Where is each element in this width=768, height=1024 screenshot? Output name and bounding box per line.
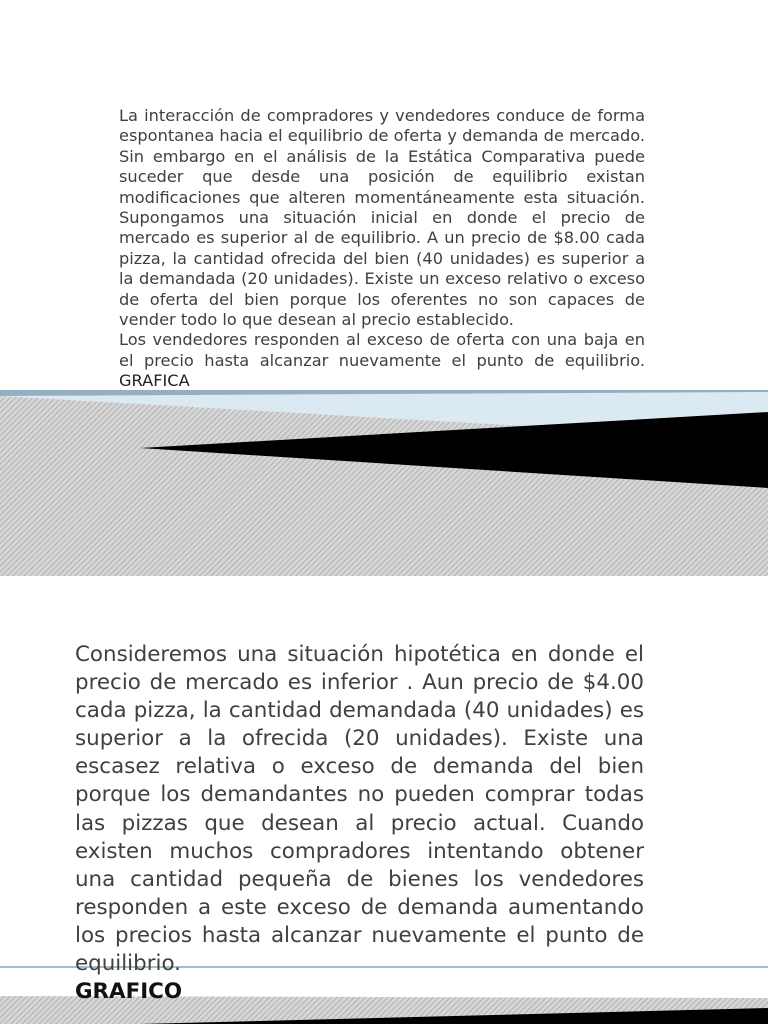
- grafico-heading[interactable]: GRAFICO: [75, 979, 183, 1005]
- slide-2-body: [75, 641, 644, 1006]
- slide-1-body: [119, 106, 645, 392]
- paragraph-3: Consideremos una situación hipotética en donde el precio de mercado es inferior . Aun precio de $4.00 cada pizza, la cantidad demandada (40 unidades) es superior a la ofrecida (20 unidades). Existe una escasez relativa o exceso de demanda del bien porque los demandantes no pueden comprar todas las pizzas que desean al precio actual. Cuando existen muchos compradores intentando obtener una cantidad pequeña de bienes los vendedores responden a este exceso de demanda aumentando los precios hasta alcanzar nuevamente el punto de equilibrio.: [75, 642, 644, 977]
- paragraph-2: [119, 330, 645, 391]
- paragraph-2-text: Los vendedores responden al exceso de oferta con una baja en el precio hasta alcanzar nuevamente el punto de equilibrio.: [119, 330, 645, 370]
- paragraph-1: La interacción de compradores y vendedores conduce de forma espontanea hacia el equilibrio de oferta y demanda de mercado. Sin embargo en el análisis de la Estática Comparativa puede suceder que desde una posición de equilibrio existan modificaciones que alteren momentáneamente esta situación. Supongamos una situación inicial en donde el precio de mercado es superior al de equilibrio. A un precio de $8.00 cada pizza, la cantidad ofrecida del bien (40 unidades) es superior a la demandada (20 unidades). Existe un exceso relativo o exceso de oferta del bien porque los oferentes no son capaces de vender todo lo que desean al precio establecido.: [119, 106, 645, 330]
- slide-2: [0, 576, 768, 1024]
- grafica-link[interactable]: GRAFICA: [119, 371, 190, 391]
